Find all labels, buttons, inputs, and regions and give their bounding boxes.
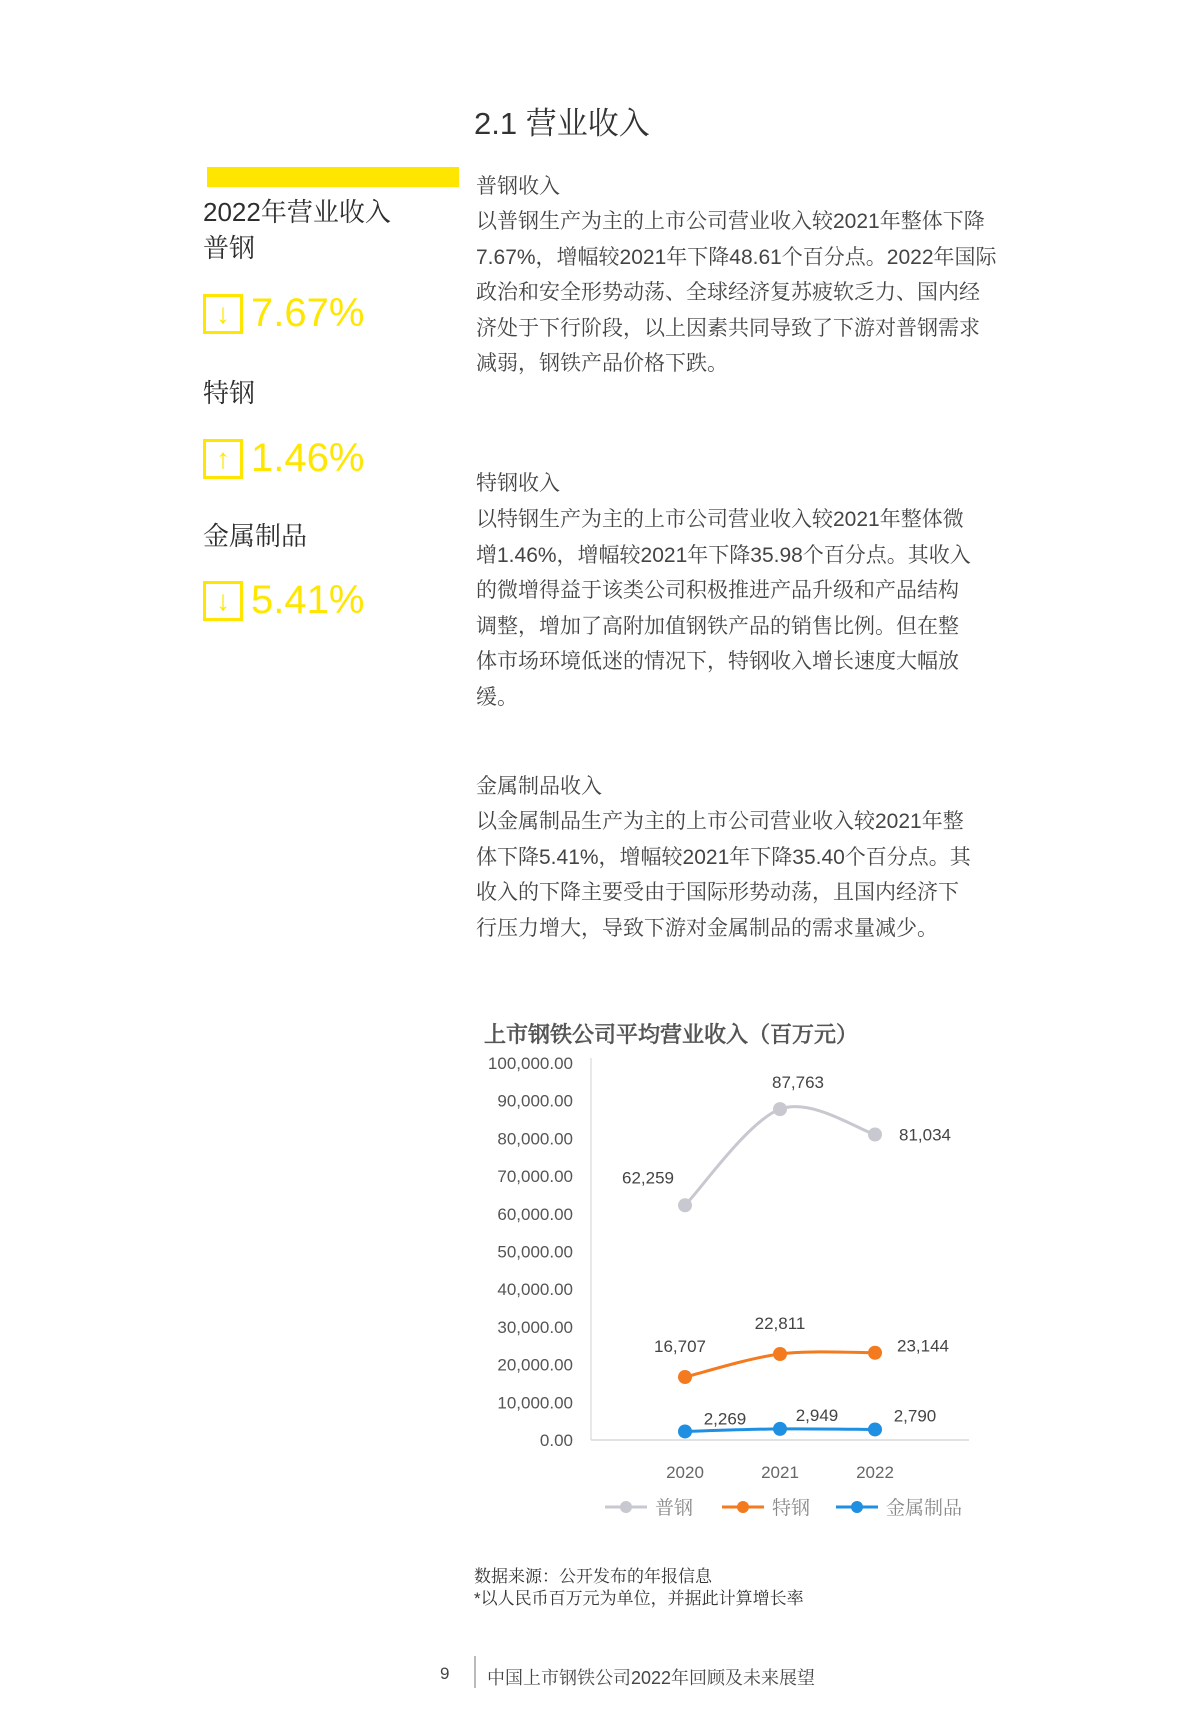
stat-label-special-steel: 特钢 <box>203 378 256 408</box>
y-tick-label: 90,000.00 <box>497 1091 573 1111</box>
text-line: 济处于下行阶段，以上因素共同导致了下游对普钢需求 <box>476 316 980 340</box>
text-line: 以普钢生产为主的上市公司营业收入较2021年整体下降 <box>476 210 985 233</box>
stat-label-common-steel: 普钢 <box>203 233 256 263</box>
y-tick-label: 60,000.00 <box>497 1204 573 1224</box>
y-tick-label: 80,000.00 <box>497 1129 573 1149</box>
text-line: 行压力增大，导致下游对金属制品的需求量减少。 <box>476 916 938 940</box>
text-line: 增1.46%，增幅较2021年下降35.98个百分点。其收入 <box>476 543 971 567</box>
text-line: 减弱，钢铁产品价格下跌。 <box>476 352 728 375</box>
y-tick-label: 20,000.00 <box>497 1355 573 1375</box>
y-tick-label: 0.00 <box>539 1431 573 1450</box>
text-line: 7.67%，增幅较2021年下降48.61个百分点。2022年国际 <box>476 245 997 269</box>
text-line: 体下降5.41%，增幅较2021年下降35.40个百分点。其 <box>476 845 971 869</box>
sidebar-heading: 2022年营业收入 <box>203 197 391 227</box>
data-label: 16,707 <box>654 1337 706 1357</box>
legend-label: 特钢 <box>772 1498 811 1519</box>
stat-value: 7.67% <box>251 291 365 335</box>
legend-label: 金属制品 <box>886 1498 963 1519</box>
stat-value: 5.41% <box>251 578 365 622</box>
section-heading: 普钢收入 <box>476 175 560 198</box>
legend-marker <box>620 1501 632 1513</box>
section-heading: 特钢收入 <box>476 472 560 495</box>
data-point <box>773 1347 787 1361</box>
unit-note: *以人民币百万元为单位，并据此计算增长率 <box>474 1589 804 1608</box>
data-label: 23,144 <box>897 1336 949 1356</box>
data-point <box>868 1128 882 1142</box>
data-point <box>678 1424 692 1438</box>
y-tick-label: 10,000.00 <box>497 1393 573 1413</box>
stat-label-metal-products: 金属制品 <box>203 521 308 551</box>
y-tick-label: 70,000.00 <box>497 1167 573 1187</box>
data-label: 87,763 <box>772 1073 824 1093</box>
footer-title: 中国上市钢铁公司2022年回顾及未来展望 <box>487 1668 816 1688</box>
y-tick-label: 50,000.00 <box>497 1242 573 1262</box>
data-label: 81,034 <box>899 1125 951 1145</box>
legend-marker <box>737 1501 749 1513</box>
footer-divider <box>474 1656 476 1688</box>
text-line: 以金属制品生产为主的上市公司营业收入较2021年整 <box>476 810 964 833</box>
x-tick-label: 2022 <box>856 1463 894 1482</box>
data-point <box>678 1198 692 1212</box>
text-line: 的微增得益于该类公司积极推进产品升级和产品结构 <box>476 579 959 602</box>
chart-title: 上市钢铁公司平均营业收入（百万元） <box>484 1022 859 1047</box>
arrow-down-icon: ↓ <box>203 294 243 334</box>
section-heading: 金属制品收入 <box>476 775 602 798</box>
arrow-up-icon: ↑ <box>203 439 243 479</box>
y-tick-label: 40,000.00 <box>497 1280 573 1300</box>
text-line: 缓。 <box>476 685 518 709</box>
text-line: 政治和安全形势动荡、全球经济复苏疲软乏力、国内经 <box>476 281 980 304</box>
page-number: 9 <box>440 1664 450 1683</box>
x-tick-label: 2020 <box>666 1463 704 1482</box>
data-label: 2,790 <box>893 1406 937 1426</box>
data-point <box>868 1422 882 1436</box>
text-line: 以特钢生产为主的上市公司营业收入较2021年整体微 <box>476 508 964 531</box>
data-point <box>773 1102 787 1116</box>
text-line: 收入的下降主要受由于国际形势动荡，且国内经济下 <box>476 881 959 904</box>
data-point <box>773 1422 787 1436</box>
legend-marker <box>851 1501 863 1513</box>
data-label: 2,269 <box>703 1409 747 1429</box>
source-note: 数据来源：公开发布的年报信息 <box>474 1567 712 1586</box>
stat-value: 1.46% <box>251 436 365 480</box>
series-line-0 <box>685 1107 875 1206</box>
text-line: 调整，增加了高附加值钢铁产品的销售比例。但在整 <box>476 614 959 638</box>
data-label: 2,949 <box>795 1405 839 1425</box>
text-line: 体市场环境低迷的情况下，特钢收入增长速度大幅放 <box>476 650 959 673</box>
y-tick-label: 30,000.00 <box>497 1317 573 1337</box>
data-label: 62,259 <box>622 1168 674 1188</box>
legend-label: 普钢 <box>655 1498 694 1519</box>
page-title: 2.1 营业收入 <box>474 106 650 141</box>
arrow-down-icon: ↓ <box>203 581 243 621</box>
data-point <box>678 1370 692 1384</box>
y-tick-label: 100,000.00 <box>487 1054 573 1073</box>
data-point <box>868 1346 882 1360</box>
x-tick-label: 2021 <box>761 1463 799 1482</box>
data-label: 22,811 <box>754 1314 806 1334</box>
